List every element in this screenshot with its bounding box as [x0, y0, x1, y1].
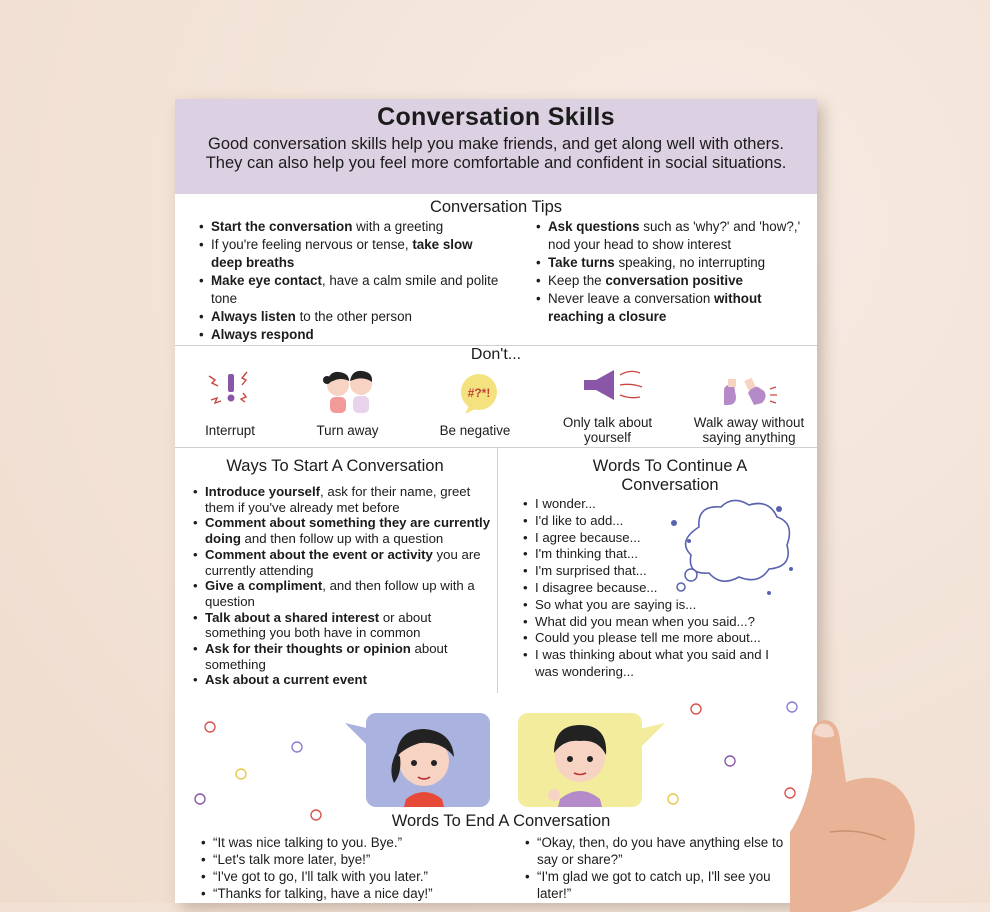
dont-label-be-negative: Be negative [439, 423, 511, 438]
list-item: • Ask for their thoughts or opinion about something [193, 641, 493, 672]
start-title: Ways To Start A Conversation [226, 457, 444, 475]
list-item: • Ask questions such as 'why?' and 'how?,' nod your head to show interest [536, 218, 804, 254]
list-item: • Never leave a conversation without reaching a closure [536, 290, 804, 326]
list-item: • Talk about a shared interest or about something you both have in common [193, 610, 493, 641]
dont-title: Don't... [470, 346, 522, 363]
divider [175, 447, 817, 448]
end-right-list [525, 834, 797, 902]
list-item: • Introduce yourself, ask for their name, greet them if you've already met before [193, 484, 493, 515]
list-item: • Start the conversation with a greeting [199, 218, 499, 236]
tips-left-list [199, 218, 499, 344]
dont-label-interrupt: Interrupt [205, 423, 255, 438]
end-left-list [201, 834, 501, 902]
worksheet [175, 99, 817, 903]
list-item: • “It was nice talking to you. Bye.” [201, 834, 501, 851]
walking-feet-icon [718, 375, 784, 411]
tips-right-list [536, 218, 804, 326]
tips-title: Conversation Tips [429, 198, 563, 216]
girl-illustration [366, 713, 490, 807]
dont-label-turn-away: Turn away [316, 423, 379, 438]
list-item: • I wonder... [523, 496, 773, 513]
speech-tail-left [345, 723, 371, 753]
list-item: • I disagree because... [523, 580, 773, 597]
list-item: • If you're feeling nervous or tense, take slow deep breaths [199, 236, 499, 272]
end-title: Words To End A Conversation [391, 812, 611, 830]
list-item: • Always respond [199, 326, 499, 344]
page-title: Conversation Skills [377, 103, 615, 131]
hand-photo [790, 712, 990, 912]
start-list [193, 484, 493, 688]
list-item: • Could you please tell me more about... [523, 630, 773, 647]
list-item: • I'm thinking that... [523, 546, 773, 563]
svg-text:#?*!: #?*! [467, 386, 491, 400]
column-divider [497, 447, 498, 693]
list-item: • I'm surprised that... [523, 563, 773, 580]
list-item: • “Thanks for talking, have a nice day!” [201, 885, 501, 902]
dont-label-only-talk: Only talk about yourself [562, 415, 653, 445]
list-item: • Ask about a current event [193, 672, 493, 688]
list-item: • “I'm glad we got to catch up, I'll see you later!” [525, 868, 797, 902]
list-item: • So what you are saying is... [523, 597, 773, 614]
page-subtitle: Good conversation skills help you make friends, and get along well with others. They can also help you feel more comfortable and confident in social situations. [205, 135, 787, 172]
list-item: • Always listen to the other person [199, 308, 499, 326]
list-item: • Take turns speaking, no interrupting [536, 254, 804, 272]
list-item: • “Okay, then, do you have anything else to say or share?” [525, 834, 797, 868]
list-item: • Keep the conversation positive [536, 272, 804, 290]
boy-illustration [518, 713, 642, 807]
list-item: • What did you mean when you said...? [523, 614, 773, 631]
list-item: • “I've got to go, I'll talk with you later.” [201, 868, 501, 885]
list-item: • “Let's talk more later, bye!” [201, 851, 501, 868]
list-item: • Comment about the event or activity you are currently attending [193, 547, 493, 578]
continue-title: Words To Continue A Conversation [592, 457, 748, 494]
exclamation-icon [203, 362, 259, 414]
list-item: • I was thinking about what you said and I was wondering... [523, 647, 773, 681]
turned-heads-icon [321, 365, 379, 415]
dont-label-walk-away: Walk away without saying anything [693, 415, 805, 445]
thought-cloud-icon [669, 497, 799, 601]
header-banner [175, 99, 817, 194]
list-item: • Give a compliment, and then follow up with a question [193, 578, 493, 609]
list-item: • I'd like to add... [523, 513, 773, 530]
list-item: • I agree because... [523, 530, 773, 547]
confetti-bubbles [175, 695, 817, 825]
list-item: • Make eye contact, have a calm smile and polite tone [199, 272, 499, 308]
list-item: • Comment about something they are currently doing and then follow up with a question [193, 515, 493, 546]
megaphone-icon [580, 365, 644, 405]
angry-speech-icon [457, 372, 501, 416]
speech-tail-right [639, 723, 665, 753]
